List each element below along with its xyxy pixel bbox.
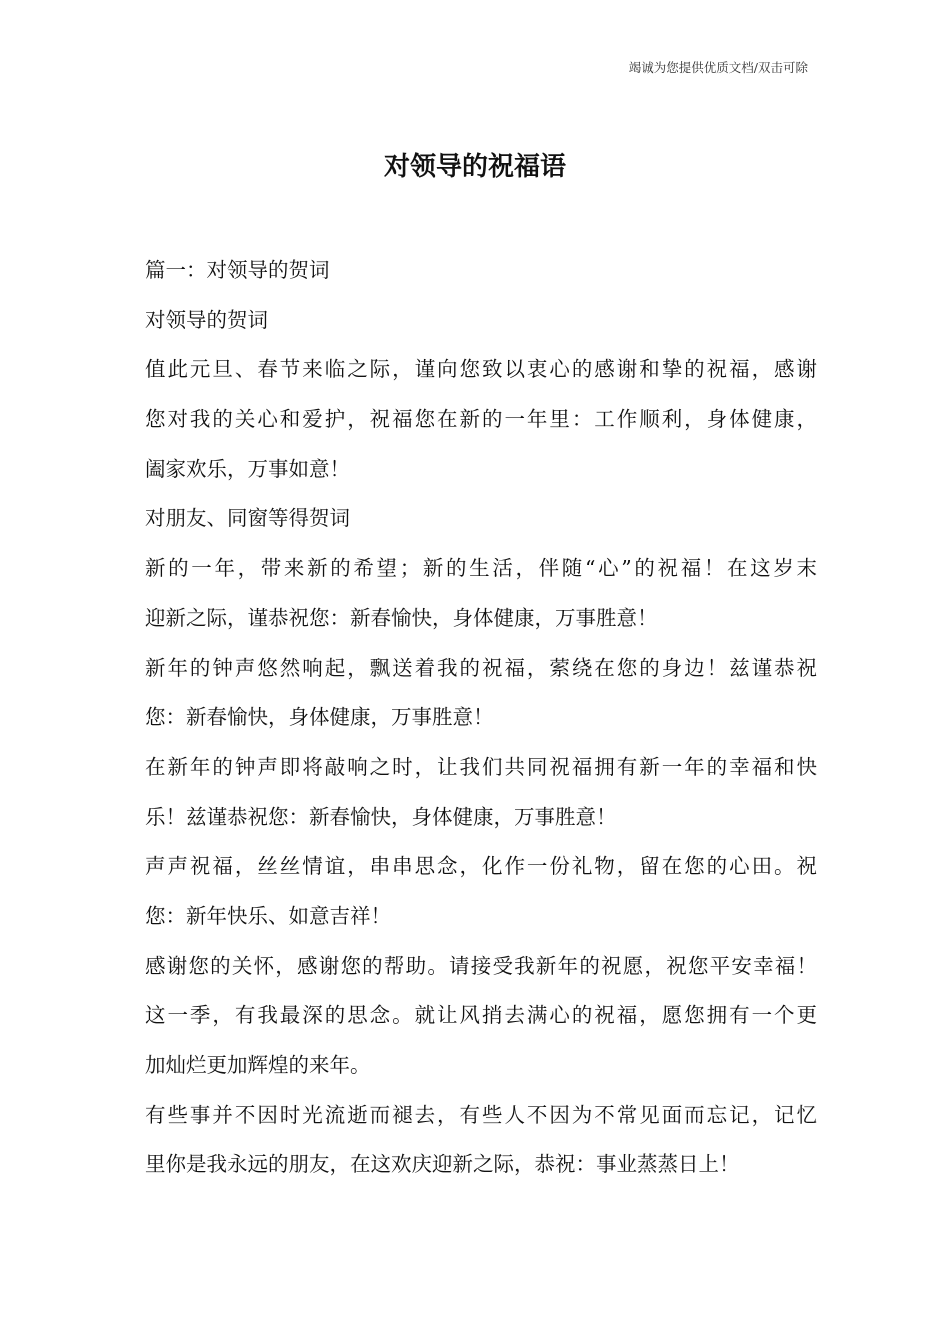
- paragraph-line: 声声祝福，丝丝情谊，串串思念，化作一份礼物，留在您的心田。祝: [145, 854, 817, 879]
- document-body: [145, 250, 817, 1194]
- paragraph-line: 对领导的贺词: [145, 307, 268, 332]
- paragraph-line: 您对我的关心和爱护，祝福您在新的一年里：工作顺利，身体健康，: [145, 407, 817, 432]
- header-note: 竭诚为您提供优质文档/双击可除: [628, 60, 808, 75]
- paragraph-line: 里你是我永远的朋友，在这欢庆迎新之际，恭祝：事业蒸蒸日上！: [145, 1152, 740, 1177]
- paragraph-line: 在新年的钟声即将敲响之时，让我们共同祝福拥有新一年的幸福和快: [145, 754, 817, 779]
- paragraph-line: 有些事并不因时光流逝而褪去，有些人不因为不常见面而忘记，记忆: [145, 1102, 817, 1127]
- paragraph-line: 新年的钟声悠然响起，飘送着我的祝福，萦绕在您的身边！兹谨恭祝: [145, 655, 817, 680]
- paragraph-line: 迎新之际，谨恭祝您：新春愉快，身体健康，万事胜意！: [145, 605, 658, 630]
- paragraph-line: 这一季，有我最深的思念。就让风捎去满心的祝福，愿您拥有一个更: [145, 1003, 817, 1028]
- paragraph-line: 感谢您的关怀，感谢您的帮助。请接受我新年的祝愿，祝您平安幸福！: [145, 953, 817, 978]
- paragraph-line: 加灿烂更加辉煌的来年。: [145, 1053, 371, 1077]
- paragraph-line: 篇一：对领导的贺词: [145, 258, 330, 282]
- paragraph-line: 新的一年，带来新的希望；新的生活，伴随“心”的祝福！在这岁末: [145, 556, 817, 581]
- paragraph-line: 对朋友、同窗等得贺词: [145, 506, 350, 531]
- paragraph-line: 值此元旦、春节来临之际，谨向您致以衷心的感谢和挚的祝福，感谢: [145, 357, 817, 382]
- paragraph-line: 乐！兹谨恭祝您：新春愉快，身体健康，万事胜意！: [145, 804, 617, 829]
- paragraph-line: 您：新年快乐、如意吉祥！: [145, 903, 391, 928]
- document-title: 对领导的祝福语: [383, 152, 566, 182]
- paragraph-line: 阖家欢乐，万事如意！: [145, 456, 350, 481]
- paragraph-line: 您：新春愉快，身体健康，万事胜意！: [145, 705, 494, 730]
